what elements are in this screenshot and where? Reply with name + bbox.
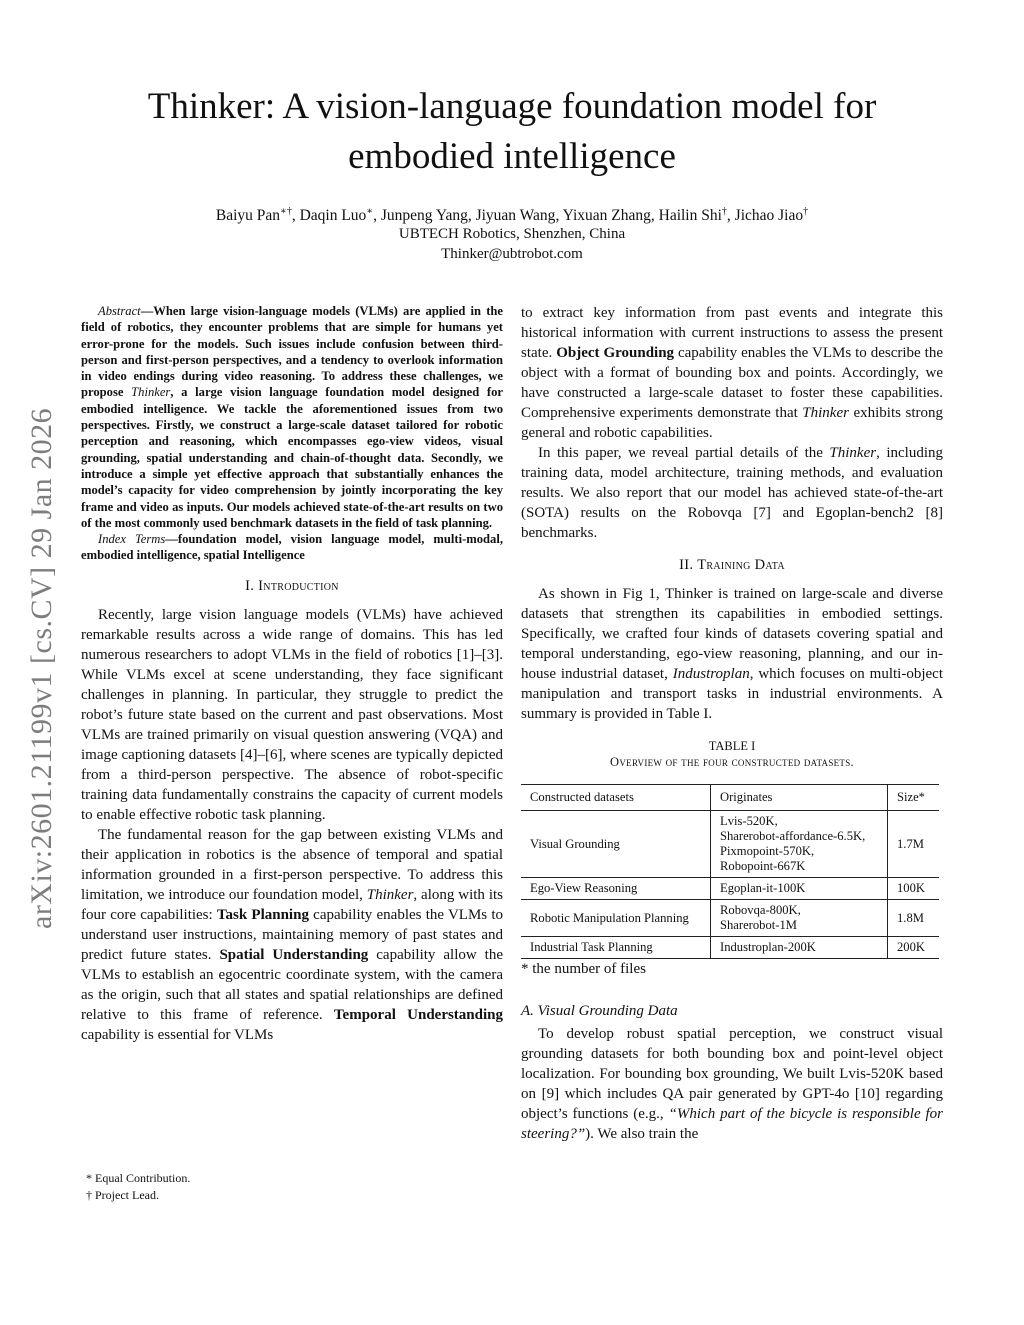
term-task-planning: Task Planning xyxy=(216,906,309,923)
table-label: TABLE I xyxy=(708,739,756,753)
title-line-1: Thinker: A vision-language foundation model for xyxy=(147,86,877,127)
origin-line: Egoplan-it-100K xyxy=(720,881,806,895)
section-title: Training Data xyxy=(697,557,785,573)
section-number: II. xyxy=(679,557,694,573)
paragraph-text: capability enables the VLMs to describe the object with a format of bounding box and points. Accordingly, we have constructed a large-scale dataset to foster these capabilities. Comprehensive experiments demonstrate that xyxy=(521,345,943,421)
table-header: Originates xyxy=(711,785,888,811)
section-title: Introduction xyxy=(258,577,339,594)
author-mark: ∗ xyxy=(366,206,374,217)
index-terms-label: Index Terms xyxy=(98,532,166,547)
visual-grounding-paragraph xyxy=(521,1024,943,1144)
table-row xyxy=(521,937,939,959)
origin-line: Lvis-520K, xyxy=(720,814,778,828)
datasets-table xyxy=(521,784,939,959)
table-row xyxy=(521,811,939,878)
table-header: Constructed datasets xyxy=(521,785,711,811)
dataset-name: Industrial Task Planning xyxy=(530,940,653,954)
author: Jichao Jiao xyxy=(734,207,804,225)
dataset-size: 100K xyxy=(888,878,940,900)
origin-line: Industroplan-200K xyxy=(720,940,816,954)
paragraph-text: to extract key information from past events and integrate this historical information with current instructions to assess the present state. xyxy=(521,305,943,361)
origin-line: Robovqa-800K, xyxy=(720,903,801,917)
author-mark: † xyxy=(803,206,809,217)
table-header-row xyxy=(521,785,939,811)
subsection-heading-visual-grounding xyxy=(521,1003,943,1020)
term-object-grounding: Object Grounding xyxy=(556,345,675,361)
contact-email: Thinker@ubtrobot.com xyxy=(441,246,583,262)
paragraph-text: , including training data, model architecture, training methods, and evaluation results. We also report that our model has achieved state-of-the-art (SOTA) results on the Robovqa [7] and Egoplan-bench2 [8] benchmarks. xyxy=(521,445,943,541)
author: Junpeng Yang xyxy=(380,207,468,225)
subsection-label: A. xyxy=(521,1003,534,1019)
dataset-origin xyxy=(711,900,888,937)
footnotes xyxy=(86,1170,190,1204)
emphasis-thinker: Thinker xyxy=(366,886,414,903)
table-title: Overview of the four constructed datasets. xyxy=(610,755,854,769)
title-line-2: embodied intelligence xyxy=(348,136,676,177)
paragraph-text: , along with its four core capabilities: xyxy=(81,886,503,923)
training-paragraph-1 xyxy=(521,584,943,724)
paragraph-text: capability is essential for VLMs xyxy=(81,1026,274,1043)
emphasis-thinker: Thinker xyxy=(802,405,849,421)
subsection-title: Visual Grounding Data xyxy=(537,1003,678,1019)
author: Yixuan Zhang xyxy=(562,207,651,225)
abstract-thinker: Thinker xyxy=(131,385,171,400)
origin-line: Sharerobot-1M xyxy=(720,918,797,932)
index-terms xyxy=(81,531,503,564)
dataset-origin xyxy=(711,811,888,878)
example-question: “Which part of the bicycle is responsible for steering?” xyxy=(521,1106,943,1142)
footnote-project-lead: † Project Lead. xyxy=(86,1188,159,1202)
dataset-size: 200K xyxy=(888,937,940,959)
table-row xyxy=(521,878,939,900)
table-caption xyxy=(521,738,943,770)
abstract-text: , a large vision language foundation model designed for embodied intelligence. We tackle the aforementioned issues from two perspectives. Firstly, we construct a large-scale dataset tailored for robotic perception and reasoning, which encompasses ego-view videos, visual grounding, spatial understanding and chain-of-thought data. Secondly, we introduce a simple yet effective approach that substantially enhances the model’s capacity for video comprehension by jointly incorporating the key frame and video as inputs. Our models achieved state-of-the-art results on two of the most commonly used benchmark datasets in the field of task planning. xyxy=(81,385,503,530)
author-mark: ∗† xyxy=(280,206,292,217)
table-footnote: * the number of files xyxy=(521,961,646,977)
paper-title xyxy=(90,82,934,182)
abstract xyxy=(81,303,503,531)
paragraph-text: capability allow the VLMs to establish an egocentric coordinate system, with the camera as the origin, such that all states and spatial relationships are defined relative to this frame of reference. xyxy=(81,946,503,1023)
left-column xyxy=(81,303,503,1045)
origin-line: Robopoint-667K xyxy=(720,859,806,873)
index-terms-text: —foundation model, vision language model, multi-modal, embodied intelligence, spatial Intelligence xyxy=(81,532,503,563)
paragraph-text: exhibits strong general and robotic capabilities. xyxy=(521,405,943,441)
paragraph-text: As shown in Fig 1, Thinker is trained on large-scale and diverse datasets that strengthen its capabilities in embodied settings. Specifically, we crafted four kinds of datasets covering spatial and temporal understanding, ego-view reasoning, planning, and our in-house industrial dataset, xyxy=(521,586,943,682)
author-list: Baiyu Pan∗†, Daqin Luo∗, Junpeng Yang, Jiyuan Wang, Yixuan Zhang, Hailin Shi†, Jichao Jiao† xyxy=(215,206,809,225)
author-mark: † xyxy=(721,206,727,217)
author: Baiyu Pan xyxy=(215,207,281,225)
arxiv-identifier: arXiv:2601.21199v1 [cs.CV] 29 Jan 2026 xyxy=(25,407,58,929)
emphasis-thinker: Thinker xyxy=(829,445,877,461)
abstract-text: —When large vision-language models (VLMs) are applied in the field of robotics, they encounter problems that are simple for humans yet error-prone for the models. Such issues include confusion between third-person and first-person perspectives, and a tendency to overlook information in video endings during video reasoning. To address these challenges, we propose xyxy=(81,304,503,400)
dataset-size: 1.8M xyxy=(888,900,940,937)
abstract-label: Abstract xyxy=(98,304,141,318)
dataset-size: 1.7M xyxy=(888,811,940,878)
dataset-name: Visual Grounding xyxy=(530,836,620,851)
dataset-origin xyxy=(711,937,888,959)
affiliation: UBTECH Robotics, Shenzhen, China xyxy=(398,226,626,242)
section-number: I. xyxy=(245,577,255,594)
table-header: Size* xyxy=(888,785,940,811)
section-heading-introduction xyxy=(81,578,503,595)
intro-paragraph-2 xyxy=(81,825,503,1045)
paragraph-text: , which focuses on multi-object manipulation and transport tasks in industrial environments. A summary is provided in Table I. xyxy=(521,666,943,722)
right-paragraph-2 xyxy=(521,443,943,543)
emphasis-industroplan: Industroplan xyxy=(672,666,750,682)
dataset-name: Ego-View Reasoning xyxy=(530,881,638,895)
dataset-origin xyxy=(711,878,888,900)
author: Hailin Shi xyxy=(658,207,722,225)
right-paragraph-1 xyxy=(521,303,943,443)
origin-line: Pixmopoint-570K, xyxy=(720,844,815,858)
term-temporal-understanding: Temporal Understanding xyxy=(333,1006,503,1023)
right-column xyxy=(521,303,943,1144)
paragraph-text: The fundamental reason for the gap between existing VLMs and their application in robotics is the absence of temporal and spatial information grounded in a first-person perspective. To address this limitation, we introduce our foundation model, xyxy=(81,826,503,903)
paragraph-text: In this paper, we reveal partial details of the xyxy=(538,445,830,461)
table-row xyxy=(521,900,939,937)
paragraph-text: To develop robust spatial perception, we construct visual grounding datasets for both bounding box and point-level object localization. For bounding box grounding, We built Lvis-520K based on [9] which includes QA pair generated by GPT-4o [10] regarding object’s functions (e.g., xyxy=(521,1026,943,1122)
section-heading-training-data xyxy=(521,557,943,574)
term-spatial-understanding: Spatial Understanding xyxy=(219,946,369,963)
paragraph-text: capability enables the VLMs to understand user instructions, maintaining memory of past states and predict future states. xyxy=(81,906,503,963)
footnote-equal-contribution: * Equal Contribution. xyxy=(86,1171,191,1185)
intro-paragraph-1: Recently, large vision language models (VLMs) have achieved remarkable results across a wide range of domains. This has led numerous researchers to adopt VLMs in the field of robotics [1]–[3]. While VLMs excel at scene understanding, they face significant challenges in planning. In particular, they struggle to predict the robot’s future state based on the current and past observations. Most VLMs are trained primarily on visual question answering (VQA) and image captioning datasets [4]–[6], where scenes are typically depicted from a third-person perspective. The absence of robot-specific training data fundamentally constrains the capacity of current models to enable effective robotic task planning. xyxy=(81,606,503,823)
author: Jiyuan Wang xyxy=(475,207,556,225)
origin-line: Sharerobot-affordance-6.5K, xyxy=(720,829,866,843)
paragraph-text: ). We also train the xyxy=(585,1126,699,1142)
author: Daqin Luo xyxy=(299,207,367,225)
dataset-name: Robotic Manipulation Planning xyxy=(530,910,689,925)
